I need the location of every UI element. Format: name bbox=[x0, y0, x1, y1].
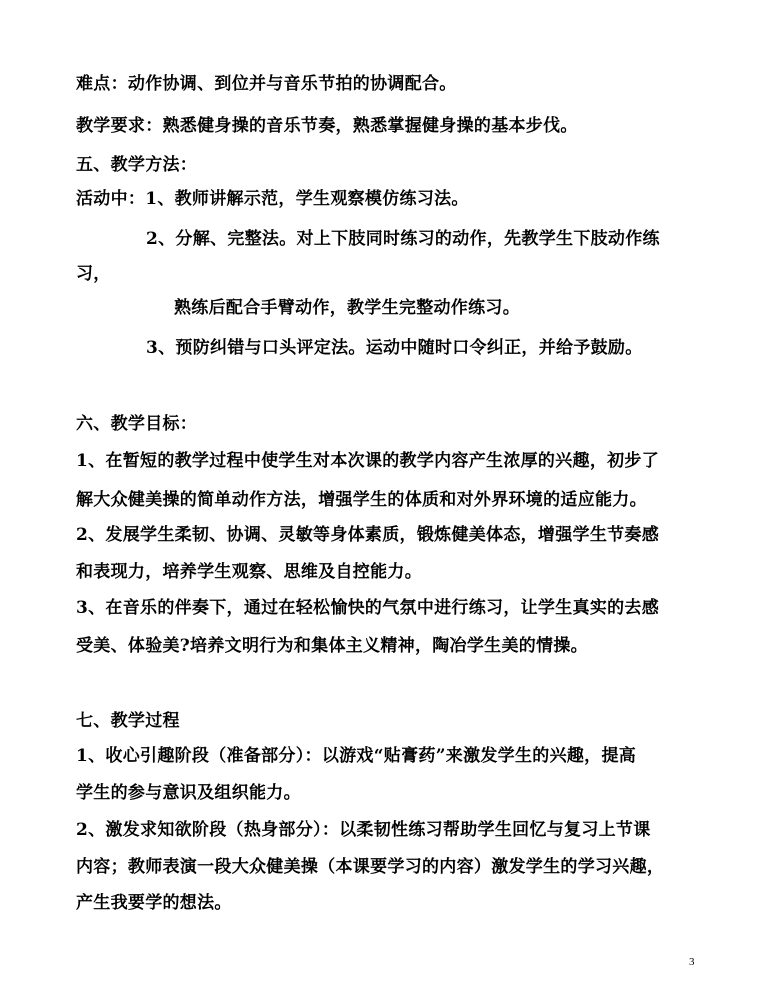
section-heading: 五、教学方法： bbox=[76, 155, 198, 175]
text-line: 3、在音乐的伴奏下，通过在轻松愉快的气氛中进行练习，让学生真实的去感 bbox=[76, 598, 660, 618]
text-line: 1、在暂短的教学过程中使学生对本次课的教学内容产生浓厚的兴趣，初步了 bbox=[76, 451, 660, 471]
text-line: 2、激发求知欲阶段（热身部分）：以柔韧性练习帮助学生回忆与复习上节课 bbox=[76, 820, 651, 840]
text-line: 2、分解、完整法。对上下肢同时练习的动作，先教学生下肢动作练 bbox=[146, 229, 660, 249]
text-line: 1、收心引趣阶段（准备部分）：以游戏“贴膏药”来激发学生的兴趣，提高 bbox=[76, 746, 637, 766]
text-line: 教学要求：熟悉健身操的音乐节奏，熟悉掌握健身操的基本步伐。 bbox=[76, 116, 578, 136]
text-line: 受美、体验美?培养文明行为和集体主义精神，陶冶学生美的情操。 bbox=[76, 636, 588, 656]
text-line: 2、发展学生柔韧、协调、灵敏等身体素质，锻炼健美体态，增强学生节奏感 bbox=[76, 525, 660, 545]
text-line: 内容；教师表演一段大众健美操（本课要学习的内容）激发学生的学习兴趣， bbox=[76, 857, 665, 877]
page-number: 3 bbox=[689, 956, 695, 968]
text-line: 学生的参与意识及组织能力。 bbox=[76, 783, 301, 803]
text-line: 3、预防纠错与口头评定法。运动中随时口令纠正，并给予鼓励。 bbox=[146, 338, 643, 358]
text-line: 习， bbox=[76, 264, 111, 284]
text-line: 熟练后配合手臂动作，教学生完整动作练习。 bbox=[174, 298, 520, 318]
text-line: 和表现力，培养学生观察、思维及自控能力。 bbox=[76, 562, 422, 582]
section-heading: 七、教学过程 bbox=[76, 711, 180, 731]
text-line: 活动中：1、教师讲解示范，学生观察模仿练习法。 bbox=[76, 189, 469, 209]
text-line: 产生我要学的想法。 bbox=[76, 893, 232, 913]
text-line: 解大众健美操的简单动作方法，增强学生的体质和对外界环境的适应能力。 bbox=[76, 490, 647, 510]
section-heading: 六、教学目标： bbox=[76, 414, 198, 434]
text-line: 难点：动作协调、到位并与音乐节拍的协调配合。 bbox=[76, 74, 457, 94]
